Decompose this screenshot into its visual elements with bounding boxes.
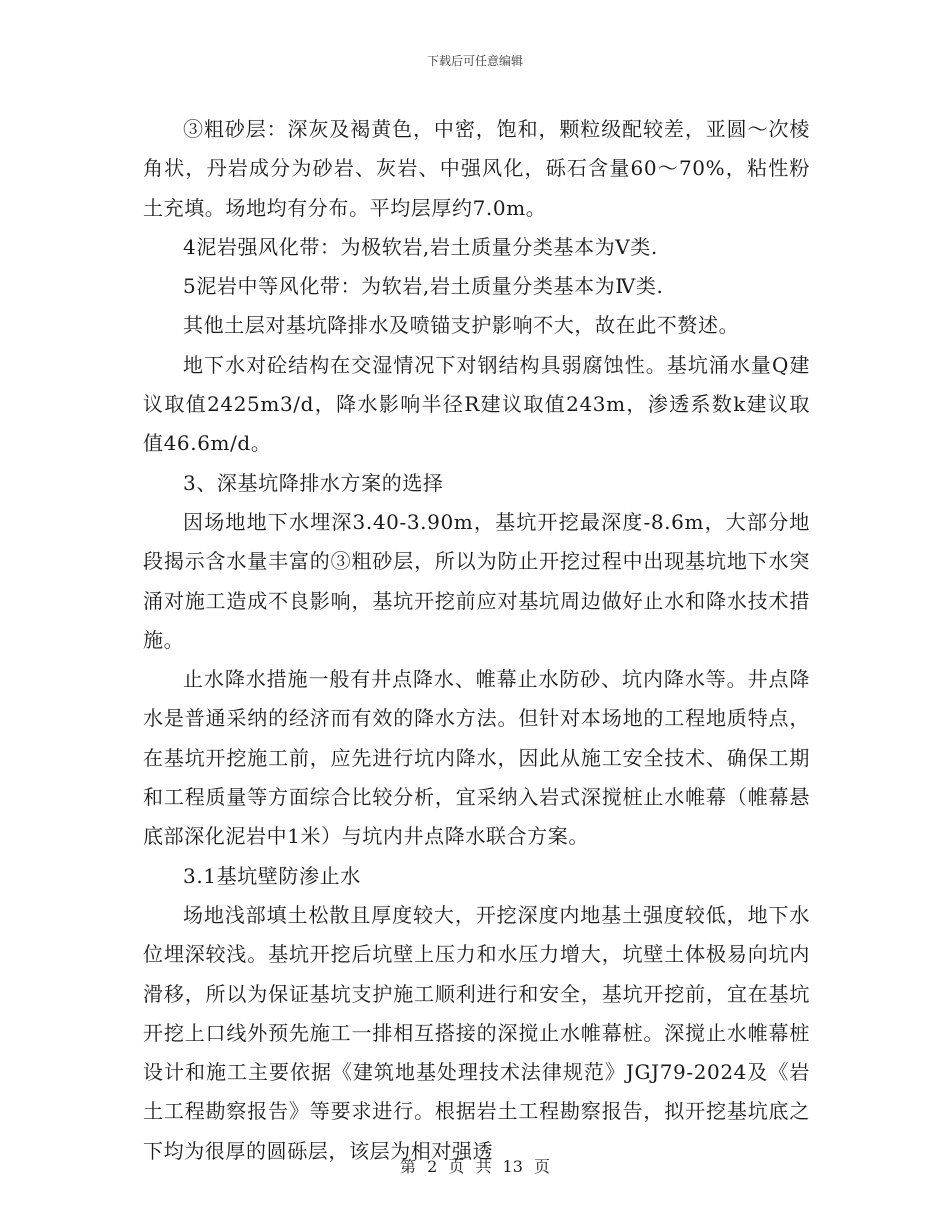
section-heading-pit-wall-seepage: 3.1基坑壁防渗止水 [183,863,361,888]
paragraph-mudstone-strong-weathering: 4泥岩强风化带：为极软岩,岩土质量分类基本为Ⅴ类. [183,234,658,259]
section-heading-dewatering-scheme: 3、深基坑降排水方案的选择 [183,470,444,495]
paragraph-site-fill-soil: 场地浅部填土松散且厚度较大，开挖深度内地基土强度较低，地下水位埋深较浅。基坑开挖后坑壁上压力和水压力增大，坑壁土体极易向坑内滑移，所以为保证基坑支护施工顺利进行和安全，基坑开挖前，宜在基坑开挖上口线外预先施工一排相互搭接的深搅止水帷幕桩。深搅止水帷幕桩设计和施工主要依据《建筑地基处理技术法律规范》JGJ79-2024及《岩土工程勘察报告》等要求进行。根据岩土工程勘察报告，拟开挖基坑底之下均为很厚的圆砾层，该层为相对强透 [143,902,810,1163]
document-body [143,110,810,1171]
page-footer: 第 2 页 共 13 页 [400,1157,550,1176]
paragraph-mudstone-medium-weathering: 5泥岩中等风化带：为软岩,岩土质量分类基本为Ⅳ类. [183,274,664,299]
paragraph-other-layers: 其他土层对基坑降排水及喷锚支护影响不大，故在此不赘述。 [183,313,740,338]
paragraph-dewatering-measures: 止水降水措施一般有井点降水、帷幕止水防砂、坑内降水等。井点降水是普通采纳的经济而有效的降水方法。但针对本场地的工程地质特点，在基坑开挖施工前，应先进行坑内降水，因此从施工安全技术、确保工期和工程质量等方面综合比较分析，宜采纳入岩式深搅桩止水帷幕（帷幕悬底部深化泥岩中1米）与坑内井点降水联合方案。 [143,667,810,849]
page-header: 下载后可任意编辑 [426,54,523,68]
paragraph-groundwater-depth: 因场地地下水埋深3.40-3.90m，基坑开挖最深度-8.6m，大部分地段揭示含水量丰富的③粗砂层，所以为防止开挖过程中出现基坑地下水突涌对施工造成不良影响，基坑开挖前应对基坑周边做好止水和降水技术措施。 [143,509,810,652]
paragraph-coarse-sand-layer: ③粗砂层：深灰及褐黄色，中密，饱和，颗粒级配较差，亚圆～次棱角状，丹岩成分为砂岩、灰岩、中强风化，砾石含量60～70%，粘性粉土充填。场地均有分布。平均层厚约7.0m。 [143,117,810,220]
paragraph-groundwater: 地下水对砼结构在交湿情况下对钢结构具弱腐蚀性。基坑涌水量Q建议取值2425m3/d，降水影响半径R建议取值243m，渗透系数k建议取值46.6m/d。 [143,352,810,456]
